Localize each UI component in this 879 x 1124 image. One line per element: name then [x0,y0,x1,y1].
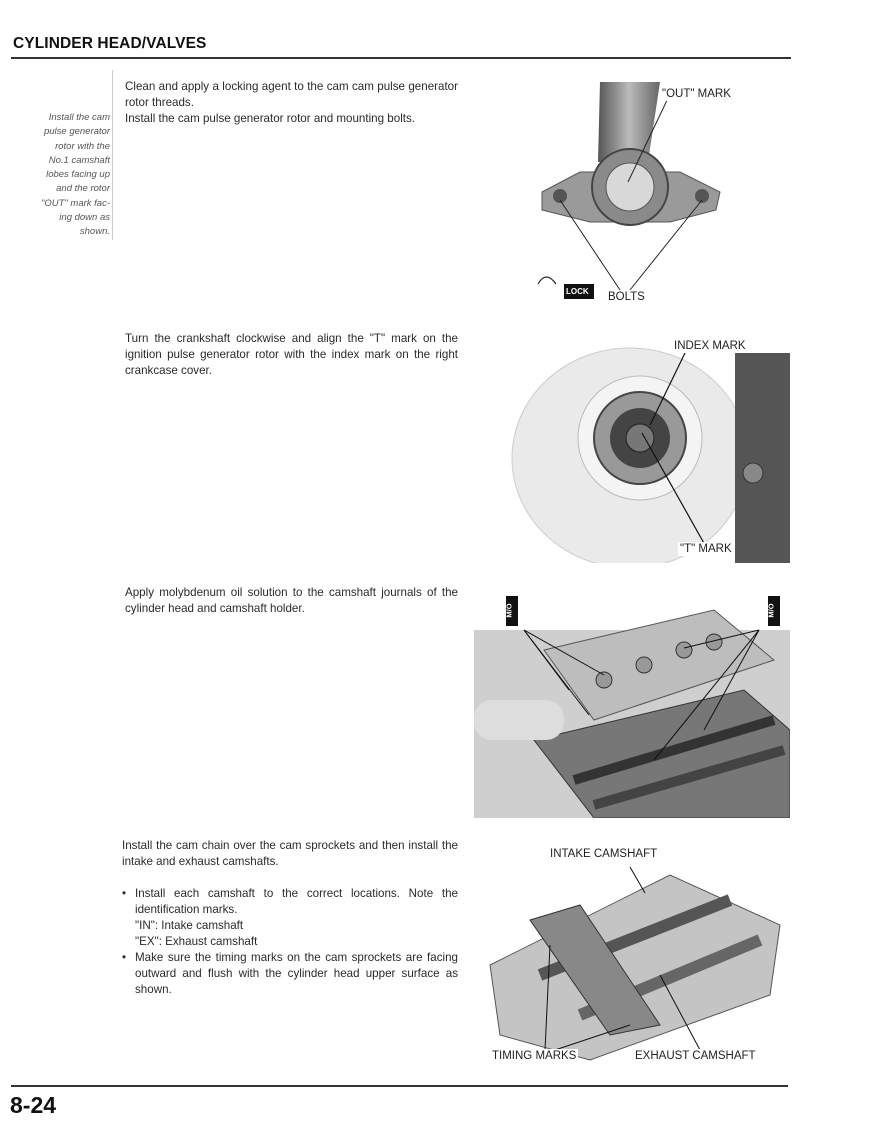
header-rule [11,57,791,59]
side-note-line: "OUT" mark fac- [40,197,110,209]
side-note-divider [112,70,113,240]
bullet-sub: "IN": Intake camshaft [135,919,244,932]
figure-cam-pulse-rotor [520,72,800,312]
section-title: CYLINDER HEAD/VALVES [13,35,207,52]
figure-1-illustration [520,72,800,312]
exhaust-camshaft-label: EXHAUST CAMSHAFT [635,1050,756,1062]
step-1-line: Install the cam pulse generator rotor and mounting bolts. [125,112,416,125]
side-note [10,111,110,240]
index-mark-label: INDEX MARK [674,340,746,352]
side-note-line: lobes facing up [46,169,110,181]
lock-label: LOCK [566,287,589,296]
moly-label-right: M/O [766,603,776,618]
t-mark-label: "T" MARK [680,543,732,555]
out-mark-label: "OUT" MARK [662,88,731,100]
bullet-text: Make sure the timing marks on the cam sprockets are facing outward and flush with the cylinder head upper surface as shown. [135,951,458,996]
step-4-bullets [122,886,458,998]
moly-label-left: M/O [504,603,514,618]
figure-2-illustration [510,333,790,563]
bullet-item [122,886,458,950]
cover-bolt-shape [743,463,763,483]
side-note-line: pulse generator [43,126,110,138]
figure-4-illustration [470,845,790,1070]
intake-leader [630,867,645,893]
figure-camshaft-journals [474,590,790,818]
footer-rule [11,1085,788,1087]
journal-shape [596,672,612,688]
side-note-line: Install the cam [48,112,110,123]
bullet-sub: "EX": Exhaust camshaft [135,935,258,948]
step-3-text: Apply molybdenum oil solution to the camshaft journals of the cylinder head and camshaft holder. [125,586,458,615]
figure-index-mark [510,333,790,563]
step-1-text [125,79,458,127]
cylinder-head-shape [490,875,780,1060]
figure-camshafts-installed [470,845,790,1070]
side-note-line: and the rotor [56,183,110,195]
intake-camshaft-label: INTAKE CAMSHAFT [550,848,658,860]
journal-shape [676,642,692,658]
bullet-text: Install each camshaft to the correct locations. Note the identification marks. [135,887,458,916]
step-4-text [122,838,458,998]
bullet-item [122,950,458,998]
hand-shape [474,700,564,740]
side-note-line: ing down as [59,212,110,224]
rotor-hub-shape [606,163,654,211]
side-note-line: rotor with the [55,140,110,152]
bolt-right-shape [695,189,709,203]
engine-edge-shape [735,353,790,563]
bolts-label: BOLTS [608,291,645,303]
timing-marks-label: TIMING MARKS [492,1050,577,1062]
side-note-line: shown. [79,226,110,238]
step-4-intro: Install the cam chain over the cam sprockets and then install the intake and exhaust camshafts. [122,839,458,868]
step-1-line: Clean and apply a locking agent to the cam cam pulse generator rotor threads. [125,80,458,109]
step-2-text: Turn the crankshaft clockwise and align the "T" mark on the ignition pulse generator rotor with the index mark on the right crankcase cover. [125,332,458,377]
figure-3-illustration [474,590,790,818]
side-note-line: No.1 camshaft [48,154,110,166]
lock-symbol-arc [538,277,556,284]
page-number: 8-24 [10,1092,57,1118]
journal-shape [636,657,652,673]
